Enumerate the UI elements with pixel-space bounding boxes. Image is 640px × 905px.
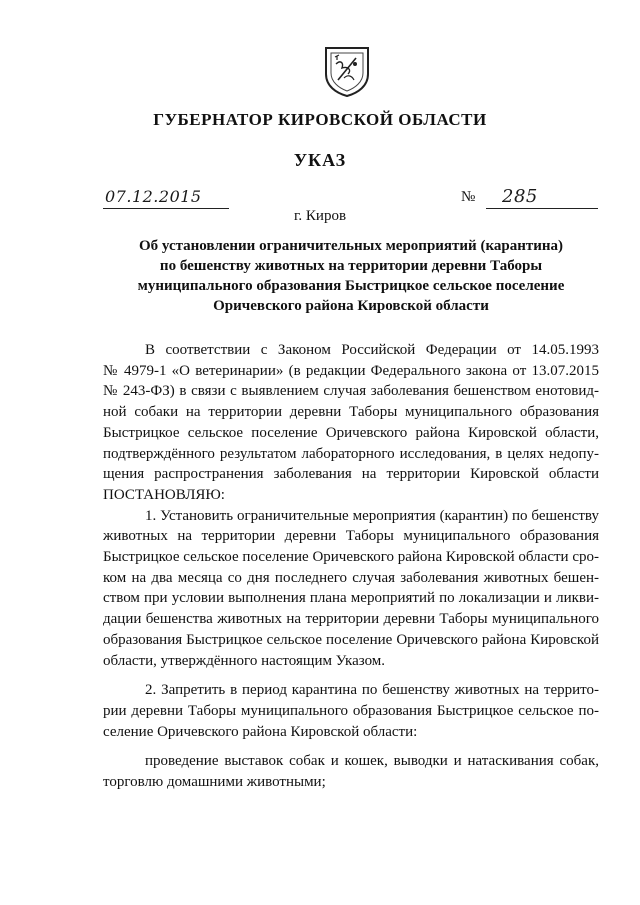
document-type: УКАЗ — [293, 150, 347, 170]
subject-line: по бешенству животных на территории деревни Таборы — [159, 258, 543, 274]
coat-of-arms-emblem — [322, 44, 372, 98]
text-line: ПОСТАНОВЛЯЮ: — [103, 486, 225, 503]
text-line: № 243-ФЗ) в связи с выявлением случая заболевания бешенством енотовид- — [103, 383, 599, 400]
text-line: селение Оричевского района Кировской области: — [103, 723, 418, 740]
text-line: Быстрицкое сельское поселение Оричевского района Кировской области, — [103, 424, 599, 441]
text-line: образования Быстрицкое сельское поселение Оричевского района Кировской — [103, 631, 599, 648]
text-line: животных на территории деревни Таборы муниципального образования — [103, 528, 599, 545]
document-subject — [104, 236, 598, 316]
date-field — [103, 186, 229, 209]
issuer-title: ГУБЕРНАТОР КИРОВСКОЙ ОБЛАСТИ — [153, 110, 487, 129]
number-field — [486, 186, 598, 209]
number-label: № — [461, 189, 476, 205]
handwritten-date: 07.12.2015 — [105, 187, 202, 206]
subject-line: Об установлении ограничительных мероприятий (карантина) — [138, 238, 563, 254]
text-line: ком на два месяца со дня последнего случая заболевания животных бешен- — [103, 569, 599, 586]
item-2-paragraph — [103, 680, 599, 742]
text-line: 1. Установить ограничительные мероприятия (карантин) по бешенству — [145, 507, 599, 524]
text-line: Быстрицкое сельское поселение Оричевского района Кировской области сро- — [103, 549, 599, 566]
subject-line: муниципального образования Быстрицкое сельское поселение — [137, 278, 565, 294]
handwritten-number: 285 — [502, 186, 538, 207]
text-line: подтверждённого результатом лабораторного исследования, в целях недопу- — [103, 445, 599, 462]
document-body — [103, 340, 599, 793]
text-line: проведение выставок собак и кошек, выводки и натаскивания собак, — [145, 753, 599, 770]
text-line: ной собаки на территории деревни Таборы муниципального образования — [103, 404, 599, 421]
text-line: № 4979-1 «О ветеринарии» (в редакции Федерального закона от 13.07.2015 — [103, 362, 599, 379]
item-2-subparagraph — [103, 751, 599, 792]
city: г. Киров — [293, 208, 347, 224]
text-line: области, утверждённого настоящим Указом. — [103, 652, 386, 669]
text-line: дации бешенства животных на территории деревни Таборы муниципального — [103, 611, 599, 628]
text-line: В соответствии с Законом Российской Федерации от 14.05.1993 — [145, 342, 599, 358]
text-line: 2. Запретить в период карантина по бешенству животных на террито- — [145, 682, 599, 699]
subject-line: Оричевского района Кировской области — [213, 298, 489, 314]
item-1-paragraph — [103, 506, 599, 672]
text-line: щения распространения заболевания на территории Кировской области — [103, 466, 599, 483]
preamble-paragraph — [103, 340, 599, 506]
text-line: торговлю домашними животными; — [103, 774, 326, 791]
text-line: ством при условии выполнения плана мероприятий по локализации и ликви- — [103, 590, 599, 607]
text-line: рии деревни Таборы муниципального образования Быстрицкое сельское по- — [103, 702, 599, 719]
